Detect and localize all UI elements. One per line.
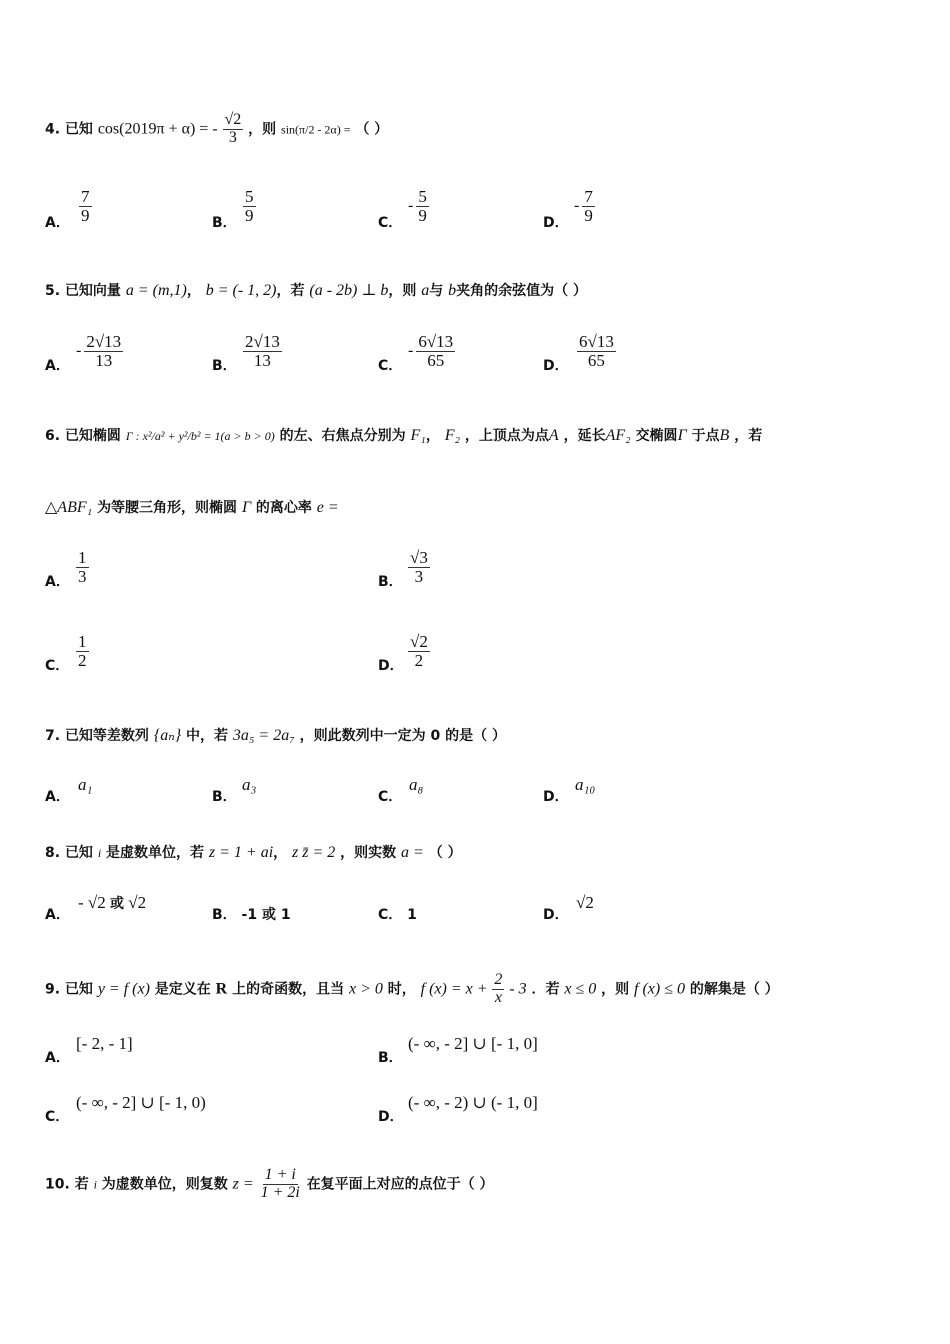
- q4-option-a[interactable]: A．: [45, 215, 70, 231]
- q9-option-a-value: [- 2, - 1]: [76, 1034, 133, 1053]
- q7-option-a-value: a₁: [78, 775, 93, 794]
- q9-option-b[interactable]: B．: [378, 1050, 403, 1066]
- q4-expression-2: sin(π/2 - 2α) =: [281, 122, 351, 137]
- q6-option-d[interactable]: D．: [378, 658, 404, 674]
- q6-option-c-value: $\frac{1}{2}$: [78, 632, 87, 670]
- q4-option-c[interactable]: C．: [378, 215, 403, 231]
- q8-option-a-value: - √2 或 √2: [78, 893, 147, 912]
- q8-number: 8.: [45, 845, 61, 861]
- q8-option-a[interactable]: A．: [45, 907, 70, 923]
- q9-option-d[interactable]: D．: [378, 1109, 404, 1125]
- q8-option-d[interactable]: D．: [543, 907, 569, 923]
- q9-option-a[interactable]: A．: [45, 1050, 70, 1066]
- q6-option-a[interactable]: A．: [45, 574, 70, 590]
- q9-option-d-value: (- ∞, - 2) ∪ (- 1, 0]: [408, 1093, 538, 1112]
- q9-option-b-value: (- ∞, - 2] ∪ [- 1, 0]: [408, 1034, 538, 1053]
- q4-number: 4.: [45, 121, 61, 138]
- q7-option-b[interactable]: B．: [212, 789, 237, 805]
- question-6-line-2: △ABF₁ 为等腰三角形，则椭圆 Γ 的离心率 e =: [45, 499, 339, 516]
- q6-number: 6.: [45, 428, 61, 444]
- q7-option-c[interactable]: C．: [378, 789, 403, 805]
- q5-number: 5.: [45, 283, 61, 299]
- q6-option-c[interactable]: C．: [45, 658, 70, 674]
- q5-option-a[interactable]: A．: [45, 358, 70, 374]
- q5-option-a-value: - $\frac{2√13}{13}$: [76, 332, 122, 370]
- question-4: 4. 已知 cos(2019π + α) = - $\frac{√2}{3}$ ，则 sin(π/2 - 2α) = （ ）: [45, 111, 389, 146]
- q7-option-d-value: a₁₀: [575, 775, 596, 794]
- question-5: 5. 已知向量 a = (m,1)， b = (- 1, 2)，若 (a - 2b) ⊥ b，则 a与 b夹角的余弦值为（ ）: [45, 282, 588, 299]
- q6-option-b[interactable]: B．: [378, 574, 403, 590]
- question-9: 9. 已知 y = f (x) 是定义在 R 上的奇函数，且当 x > 0 时， f (x) = x + $\frac{2}{x}$ - 3 ．若 x ≤ 0 ，则 f (x) ≤ 0 的解集是（ ）: [45, 971, 779, 1006]
- q7-option-b-value: a₃: [242, 775, 257, 794]
- q5-option-d-value: $\frac{6√13}{65}$: [579, 332, 614, 370]
- q5-option-c[interactable]: C．: [378, 358, 403, 374]
- q8-option-b[interactable]: B． -1 或 1: [212, 907, 291, 923]
- q4-option-c-value: - $\frac{5}{9}$: [408, 187, 427, 225]
- q10-number: 10.: [45, 1176, 70, 1193]
- q9-option-c-value: (- ∞, - 2] ∪ [- 1, 0): [76, 1093, 206, 1112]
- q4-option-b-value: $\frac{5}{9}$: [245, 187, 254, 225]
- q4-option-d-value: - $\frac{7}{9}$: [574, 187, 593, 225]
- q4-fraction: $\frac{√2}{3}$: [224, 111, 242, 146]
- q4-option-b[interactable]: B．: [212, 215, 237, 231]
- q7-option-c-value: a₈: [409, 775, 424, 794]
- q9-option-c[interactable]: C．: [45, 1109, 70, 1125]
- q6-option-b-value: $\frac{√3}{3}$: [410, 548, 428, 586]
- question-7: 7. 已知等差数列 {aₙ} 中，若 3a₅ = 2a₇ ，则此数列中一定为 0 的是（ ）: [45, 727, 507, 744]
- question-10: 10. 若 i 为虚数单位，则复数 z = $\frac{1 + i}{1 + 2i}$ 在复平面上对应的点位于（ ）: [45, 1166, 494, 1201]
- q6-option-a-value: $\frac{1}{3}$: [78, 548, 87, 586]
- q5-option-c-value: - $\frac{6√13}{65}$: [408, 332, 454, 370]
- q5-option-b[interactable]: B．: [212, 358, 237, 374]
- q7-option-a[interactable]: A．: [45, 789, 70, 805]
- q9-number: 9.: [45, 981, 61, 998]
- q5-option-d[interactable]: D．: [543, 358, 569, 374]
- question-8: 8. 已知 i 是虚数单位，若 z = 1 + ai， z z̄ = 2 ，则实数 a = （ ）: [45, 844, 462, 861]
- q6-option-d-value: $\frac{√2}{2}$: [410, 632, 428, 670]
- q5-option-b-value: $\frac{2√13}{13}$: [245, 332, 280, 370]
- q8-option-d-value: √2: [576, 893, 594, 912]
- q8-option-c[interactable]: C． 1: [378, 907, 417, 923]
- q4-option-a-value: $\frac{7}{9}$: [81, 187, 90, 225]
- q7-option-d[interactable]: D．: [543, 789, 569, 805]
- q4-expression: cos(2019π + α) = -: [97, 120, 218, 138]
- q7-number: 7.: [45, 728, 61, 744]
- q4-option-d[interactable]: D．: [543, 215, 569, 231]
- question-6: 6. 已知椭圆 Γ : x²/a² + y²/b² = 1(a > b > 0) 的左、右焦点分别为 F₁， F₂ ，上顶点为点A ，延长AF₂ 交椭圆Γ 于点B ，若: [45, 427, 763, 444]
- q6-ellipse: Γ : x²/a² + y²/b² = 1(a > b > 0): [125, 429, 275, 443]
